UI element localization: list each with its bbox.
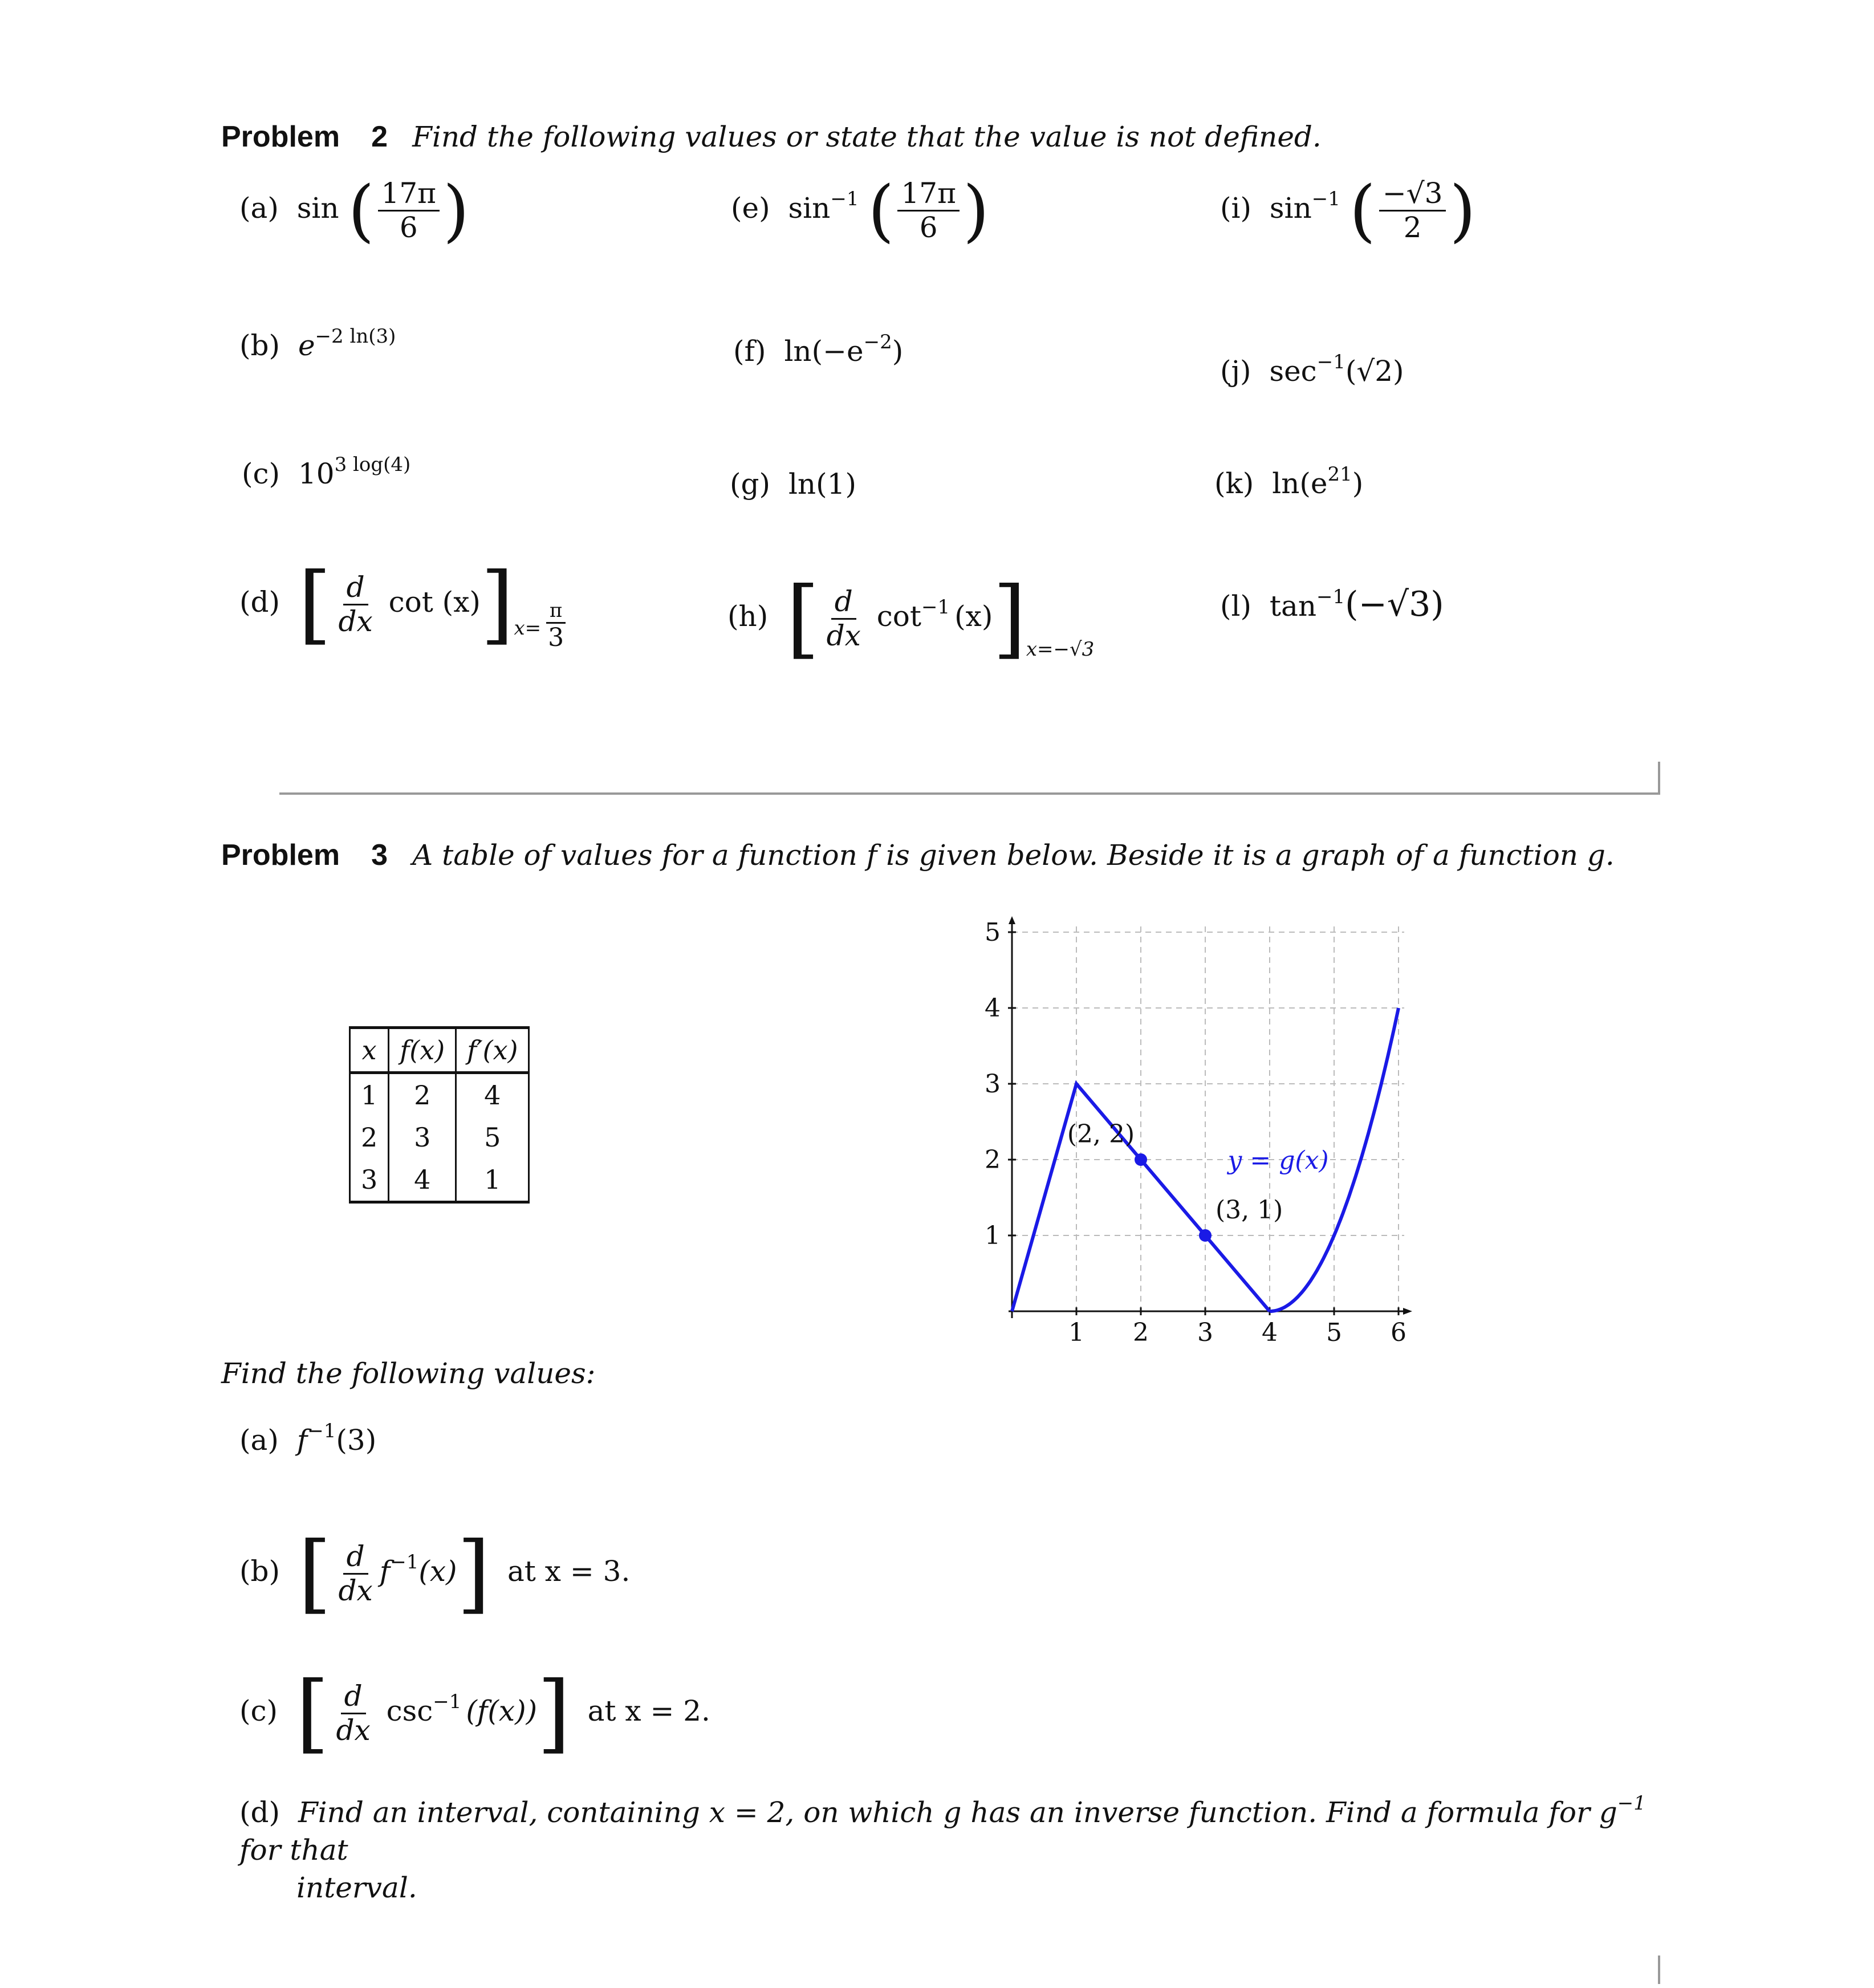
- p2-h-dnum: d: [831, 587, 856, 620]
- p2-k-label: (k): [1214, 467, 1254, 500]
- find-values-text: Find the following values:: [221, 1357, 596, 1390]
- table-row: [350, 1158, 529, 1201]
- p2-b-base: e: [298, 329, 315, 362]
- p2-j-label: (j): [1220, 355, 1251, 388]
- p3-c-label: (c): [239, 1694, 278, 1727]
- p2-j-fn: sec: [1269, 355, 1317, 388]
- p2-item-l: [1220, 584, 1444, 624]
- p2-e-fn: sin: [788, 192, 831, 225]
- table-header-fx: f(x): [389, 1029, 456, 1073]
- p2-item-h: (h) [ $\frac{d}{dx}$ $\cot^{-1} (x)]_{x=-√3}$: [727, 569, 1095, 668]
- table-row: [350, 1116, 529, 1158]
- p3-d-text3: interval.: [296, 1871, 417, 1904]
- p2-item-e: (e) $\sin^{-1}$ ( $\frac{17\pi}{6}$ ): [731, 171, 989, 250]
- p3-item-c: (c) [ $\frac{d}{dx}$ $\csc^{-1} (f(x))$] at x = 2.: [239, 1664, 710, 1763]
- p3-b-arg: (x): [418, 1555, 457, 1588]
- p3-c-dden: dx: [336, 1713, 371, 1747]
- p2-h-at: x=−√3: [1026, 638, 1095, 661]
- p2-item-g: [730, 467, 856, 501]
- y-tick-label: 1: [985, 1221, 1001, 1250]
- y-tick-label: 2: [985, 1145, 1001, 1174]
- p3-a-arg: (3): [336, 1424, 377, 1457]
- p2-c-exp: 3 log(4): [334, 453, 411, 476]
- p3-b-label: (b): [239, 1555, 281, 1588]
- p2-h-label: (h): [727, 600, 769, 633]
- p2-j-sup: −1: [1316, 351, 1345, 373]
- p3-b-fn: f: [379, 1555, 391, 1588]
- p2-f-close: ): [892, 335, 904, 368]
- p2-i-fn: sin: [1269, 192, 1312, 225]
- p2-i-label: (i): [1220, 192, 1252, 225]
- x-tick-label: 6: [1391, 1318, 1406, 1347]
- p2-k-text: ln(e: [1272, 467, 1328, 500]
- p3-item-d: [239, 1784, 1665, 1906]
- p3-d-label: (d): [239, 1796, 281, 1829]
- p3-c-arg: (f(x)): [466, 1694, 538, 1727]
- problem-2-statement: Find the following values or state that the value is not defined.: [412, 120, 1322, 153]
- f-values-table-wrap: [349, 1026, 530, 1204]
- p2-l-label: (l): [1220, 590, 1252, 623]
- section-divider: [279, 792, 1659, 795]
- p2-j-arg: (√2): [1345, 355, 1404, 388]
- problem-3-heading: Problem: [221, 839, 340, 872]
- table-cell: 2: [350, 1116, 389, 1158]
- g-point: [1135, 1153, 1147, 1166]
- table-row: [350, 1073, 529, 1117]
- problem-2-heading-row: [221, 120, 1322, 154]
- y-tick-label: 4: [985, 994, 1001, 1023]
- g-graph: [958, 895, 1425, 1374]
- p2-a-num: 17π: [378, 178, 440, 212]
- p3-b-dnum: d: [343, 1542, 368, 1575]
- table-cell: 2: [389, 1073, 456, 1117]
- problem-3-statement: A table of values for a function f is given below. Beside it is a graph of a function g.: [412, 839, 1615, 872]
- table-cell: 1: [350, 1073, 389, 1117]
- p2-d-dnum: d: [343, 572, 368, 605]
- p2-item-k: [1214, 463, 1363, 500]
- x-axis-arrow: [1403, 1308, 1412, 1315]
- p2-b-exp: −2 ln(3): [315, 325, 396, 348]
- table-cell: 4: [484, 1080, 501, 1111]
- table-header-fpx: f′(x): [467, 1035, 518, 1066]
- p2-d-fn: cot (x): [388, 586, 481, 619]
- f-values-table: [349, 1029, 530, 1201]
- problem-3-number: 3: [371, 839, 388, 872]
- p2-c-base: 10: [298, 457, 335, 490]
- y-tick-label: 3: [985, 1070, 1001, 1099]
- x-tick-label: 2: [1133, 1318, 1149, 1347]
- p2-a-den: 6: [399, 210, 418, 244]
- x-tick-label: 3: [1197, 1318, 1213, 1347]
- p2-b-label: (b): [239, 329, 281, 362]
- p2-d-dden: dx: [338, 604, 373, 638]
- p3-a-label: (a): [239, 1424, 279, 1457]
- p2-d-label: (d): [239, 586, 281, 619]
- p2-a-label: (a): [239, 192, 279, 225]
- p3-a-sup: −1: [307, 1420, 336, 1442]
- g-curve-label: y = g(x): [1227, 1145, 1329, 1175]
- p2-g-text: ln(1): [788, 467, 856, 501]
- table-cell: 3: [350, 1158, 389, 1201]
- g-point-label: (2, 2): [1067, 1120, 1135, 1149]
- p2-d-at: x=: [514, 617, 542, 640]
- table-cell: 4: [389, 1158, 456, 1201]
- p3-b-sup: −1: [390, 1551, 419, 1574]
- p3-b-at: at x = 3.: [507, 1555, 631, 1588]
- p3-item-b: (b) [ $\frac{d}{dx}$ $f^{-1}(x)$] at x = 3.: [239, 1524, 631, 1623]
- p2-f-label: (f): [733, 335, 766, 368]
- p2-e-num: 17π: [897, 178, 959, 212]
- section-divider-end: [1658, 762, 1660, 795]
- g-point: [1199, 1229, 1212, 1242]
- p3-d-sup: −1: [1617, 1792, 1646, 1815]
- p2-k-sup: 21: [1327, 463, 1352, 486]
- p2-e-sup: −1: [830, 188, 859, 210]
- x-tick-label: 1: [1068, 1318, 1084, 1347]
- p2-f-text: ln(−e: [784, 335, 864, 368]
- p2-item-b: [239, 325, 396, 362]
- p2-item-j: [1220, 351, 1404, 388]
- p3-a-text: f: [296, 1424, 308, 1457]
- p3-c-fn: csc: [386, 1694, 433, 1727]
- p2-l-fn: tan: [1269, 590, 1317, 623]
- p2-h-arg: (x): [954, 600, 993, 633]
- p3-c-dnum: d: [341, 1681, 366, 1714]
- p3-c-sup: −1: [433, 1690, 462, 1713]
- p2-i-num: −√3: [1379, 178, 1446, 212]
- p2-k-close: ): [1352, 467, 1364, 500]
- p2-i-sup: −1: [1311, 188, 1340, 210]
- p2-d-atden: 3: [548, 623, 564, 653]
- p2-item-c: [242, 453, 410, 490]
- p2-item-i: (i) $\sin^{-1}$ ( $\frac{-√3}{2}$ ): [1220, 171, 1476, 250]
- p2-i-den: 2: [1403, 210, 1422, 244]
- p3-b-dden: dx: [338, 1574, 373, 1607]
- p3-c-at: at x = 2.: [587, 1694, 710, 1727]
- table-cell: 5: [484, 1122, 501, 1153]
- p3-item-a: [239, 1420, 376, 1457]
- p2-item-a: (a) sin ( $\frac{17\pi}{6}$ ): [239, 171, 470, 250]
- y-tick-label: 5: [985, 918, 1001, 947]
- page-edge-mark: [1658, 1956, 1660, 1984]
- p2-item-d: (d) [ $\frac{d}{dx}$ $\cot (x)]_{x=}$ $\frac{\pi}{3}$: [239, 562, 571, 647]
- p3-d-text2: for that: [239, 1833, 348, 1867]
- p2-c-label: (c): [242, 457, 281, 490]
- p2-h-fn: cot: [876, 600, 921, 633]
- p2-l-sup: −1: [1316, 586, 1345, 608]
- p2-g-label: (g): [730, 467, 771, 501]
- p2-item-f: [733, 331, 903, 368]
- problem-2-heading: Problem: [221, 120, 340, 153]
- problem-2-number: 2: [371, 120, 388, 153]
- p2-e-label: (e): [731, 192, 770, 225]
- problem-3-heading-row: [221, 838, 1615, 872]
- p2-l-arg: (−√3): [1345, 584, 1444, 624]
- p2-h-dden: dx: [826, 619, 861, 652]
- p3-d-text1: Find an interval, containing x = 2, on which g has an inverse function. Find a formula for g: [298, 1796, 1617, 1829]
- table-cell: 3: [389, 1116, 456, 1158]
- p2-e-den: 6: [919, 210, 938, 244]
- p2-d-atnum: π: [546, 601, 566, 624]
- x-tick-label: 4: [1262, 1318, 1278, 1347]
- p2-f-sup: −2: [863, 331, 892, 353]
- y-axis-arrow: [1009, 916, 1015, 924]
- p2-h-sup: −1: [921, 596, 950, 619]
- x-tick-label: 5: [1326, 1318, 1342, 1347]
- table-header-x: x: [350, 1029, 389, 1073]
- g-point-label: (3, 1): [1216, 1196, 1283, 1225]
- table-cell: 1: [484, 1164, 501, 1195]
- p2-a-fn: sin: [296, 192, 339, 225]
